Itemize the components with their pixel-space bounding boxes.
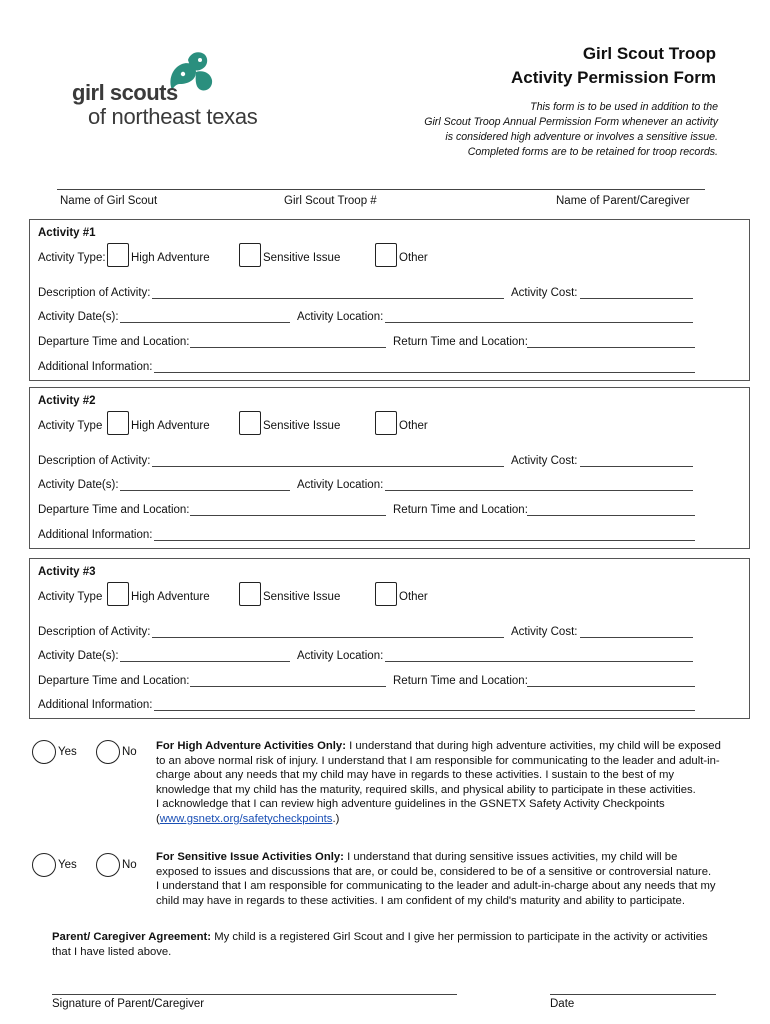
activity-2-additional-field[interactable] — [154, 540, 695, 541]
top-fields-line[interactable] — [57, 189, 705, 190]
high-adventure-consent-text — [156, 739, 726, 826]
high-adventure-no-label: No — [122, 746, 137, 758]
activity-3-additional-field[interactable] — [154, 710, 695, 711]
high-adventure-yes-label: Yes — [58, 746, 77, 758]
activity-2-additional-label: Additional Information: — [38, 529, 153, 541]
troop-number-label: Girl Scout Troop # — [284, 195, 377, 207]
activity-3-return-field[interactable] — [527, 686, 695, 687]
intro-line-2: Girl Scout Troop Annual Permission Form whenever an activity — [424, 116, 718, 128]
activity-2-return-field[interactable] — [527, 515, 695, 516]
activity-1-departure-field[interactable] — [190, 347, 386, 348]
sensitive-issue-consent-text — [156, 850, 726, 908]
activity-2-location-field[interactable] — [385, 490, 693, 491]
activity-2-cost-field[interactable] — [580, 466, 693, 467]
parent-name-label: Name of Parent/Caregiver — [556, 195, 690, 207]
activity-3-high-adventure-checkbox[interactable] — [107, 582, 129, 606]
activity-3-dates-label: Activity Date(s): — [38, 650, 119, 662]
activity-2-departure-label: Departure Time and Location: — [38, 504, 190, 516]
sensitive-issue-yes-label: Yes — [58, 859, 77, 871]
sensitive-issue-line1: I understand that during sensitive issues activities, my child will be — [343, 851, 678, 863]
activity-1-description-label: Description of Activity: — [38, 287, 151, 299]
sensitive-issue-no-radio[interactable] — [96, 853, 120, 877]
activity-2-other-label: Other — [399, 420, 428, 432]
logo-text-primary: girl scouts — [72, 80, 178, 105]
activity-2-departure-field[interactable] — [190, 515, 386, 516]
activity-3-heading: Activity #3 — [38, 566, 96, 578]
activity-3-other-checkbox[interactable] — [375, 582, 397, 606]
activity-2-description-field[interactable] — [152, 466, 504, 467]
activity-1-sensitive-checkbox[interactable] — [239, 243, 261, 267]
activity-3-location-label: Activity Location: — [297, 650, 384, 662]
sensitive-issue-yes-radio[interactable] — [32, 853, 56, 877]
agreement-line1: My child is a registered Girl Scout and I give her permission to participate in the activity or activities — [211, 931, 708, 943]
activity-3-cost-field[interactable] — [580, 637, 693, 638]
activity-3-cost-label: Activity Cost: — [511, 626, 578, 638]
activity-2-sensitive-checkbox[interactable] — [239, 411, 261, 435]
activity-1-other-checkbox[interactable] — [375, 243, 397, 267]
activity-3-additional-label: Additional Information: — [38, 699, 153, 711]
signature-field[interactable] — [52, 994, 457, 995]
activity-2-cost-label: Activity Cost: — [511, 455, 578, 467]
activity-1-sensitive-label: Sensitive Issue — [263, 252, 341, 264]
date-field[interactable] — [550, 994, 716, 995]
logo-text-secondary: of northeast texas — [88, 104, 258, 129]
activity-2-other-checkbox[interactable] — [375, 411, 397, 435]
activity-2-type-label: Activity Type — [38, 420, 103, 432]
activity-1-additional-field[interactable] — [154, 372, 695, 373]
activity-3-sensitive-label: Sensitive Issue — [263, 591, 341, 603]
activity-1-additional-label: Additional Information: — [38, 361, 153, 373]
activity-1-type-label: Activity Type: — [38, 252, 106, 264]
link-open-paren: ( — [156, 812, 160, 825]
high-adventure-line3: charge about any needs that my child may have in regards to these activities. I sustain to the best of my — [156, 769, 675, 781]
activity-1-high-adventure-label: High Adventure — [131, 252, 210, 264]
activity-1-return-field[interactable] — [527, 347, 695, 348]
activity-2-description-label: Description of Activity: — [38, 455, 151, 467]
intro-line-3: is considered high adventure or involves a sensitive issue. — [445, 131, 718, 143]
high-adventure-line1: I understand that during high adventure activities, my child will be exposed — [345, 740, 721, 752]
high-adventure-line2: to an above normal risk of injury. I understand that I am responsible for communicating to the leader and adult-in- — [156, 754, 720, 767]
intro-line-4: Completed forms are to be retained for troop records. — [467, 146, 718, 158]
sensitive-issue-no-label: No — [122, 859, 137, 871]
activity-1-cost-field[interactable] — [580, 298, 693, 299]
activity-3-type-label: Activity Type — [38, 591, 103, 603]
form-title-line2: Activity Permission Form — [510, 68, 716, 87]
activity-3-departure-label: Departure Time and Location: — [38, 675, 190, 687]
activity-1-dates-field[interactable] — [120, 322, 290, 323]
activity-2-dates-label: Activity Date(s): — [38, 479, 119, 491]
activity-1-location-label: Activity Location: — [297, 311, 384, 323]
activity-2-return-label: Return Time and Location: — [393, 504, 528, 516]
high-adventure-line4: knowledge that my child has the maturity, required skills, and physical ability to participate in these activities. — [156, 783, 696, 796]
activity-1-return-label: Return Time and Location: — [393, 336, 528, 348]
sensitive-issue-line2: exposed to issues and discussions that are, or could be, considered to be of a sensitive or controversial nature. — [156, 865, 712, 878]
activity-1-heading: Activity #1 — [38, 227, 96, 239]
activity-3-high-adventure-label: High Adventure — [131, 591, 210, 603]
high-adventure-no-radio[interactable] — [96, 740, 120, 764]
link-close-paren: .) — [332, 812, 340, 825]
activity-1-high-adventure-checkbox[interactable] — [107, 243, 129, 267]
activity-2-high-adventure-checkbox[interactable] — [107, 411, 129, 435]
activity-1-dates-label: Activity Date(s): — [38, 311, 119, 323]
activity-1-other-label: Other — [399, 252, 428, 264]
activity-1-description-field[interactable] — [152, 298, 504, 299]
safety-checkpoints-link[interactable]: www.gsnetx.org/safetycheckpoints — [159, 812, 333, 825]
date-label: Date — [550, 998, 575, 1010]
activity-1-location-field[interactable] — [385, 322, 693, 323]
activity-3-dates-field[interactable] — [120, 661, 290, 662]
high-adventure-heading: For High Adventure Activities Only: — [156, 740, 346, 752]
activity-2-dates-field[interactable] — [120, 490, 290, 491]
activity-3-description-label: Description of Activity: — [38, 626, 151, 638]
activity-3-location-field[interactable] — [385, 661, 693, 662]
activity-1-cost-label: Activity Cost: — [511, 287, 578, 299]
high-adventure-line5: I acknowledge that I can review high adventure guidelines in the GSNETX Safety Activity Checkpoints — [156, 798, 665, 810]
activity-3-sensitive-checkbox[interactable] — [239, 582, 261, 606]
parent-agreement-text — [52, 930, 742, 959]
agreement-heading: Parent/ Caregiver Agreement: — [52, 931, 212, 943]
activity-2-high-adventure-label: High Adventure — [131, 420, 210, 432]
activity-3-return-label: Return Time and Location: — [393, 675, 528, 687]
sensitive-issue-line3: I understand that I am responsible for communicating to the leader and adult-in-charge about any needs that my — [156, 880, 716, 892]
activity-3-departure-field[interactable] — [190, 686, 386, 687]
activity-2-heading: Activity #2 — [38, 395, 96, 407]
activity-3-description-field[interactable] — [152, 637, 504, 638]
agreement-line2: that I have listed above. — [52, 945, 172, 958]
intro-line-1: This form is to be used in addition to the — [530, 101, 718, 113]
activity-3-other-label: Other — [399, 591, 428, 603]
scout-name-label: Name of Girl Scout — [60, 195, 158, 207]
sensitive-issue-line4: child may have in regards to these activities. I am confident of my child's maturity and ability to participate. — [156, 894, 685, 907]
signature-label: Signature of Parent/Caregiver — [52, 998, 205, 1010]
form-title-line1: Girl Scout Troop — [582, 44, 716, 63]
high-adventure-yes-radio[interactable] — [32, 740, 56, 764]
sensitive-issue-heading: For Sensitive Issue Activities Only: — [156, 851, 344, 863]
activity-2-sensitive-label: Sensitive Issue — [263, 420, 341, 432]
activity-1-departure-label: Departure Time and Location: — [38, 336, 190, 348]
activity-2-location-label: Activity Location: — [297, 479, 384, 491]
